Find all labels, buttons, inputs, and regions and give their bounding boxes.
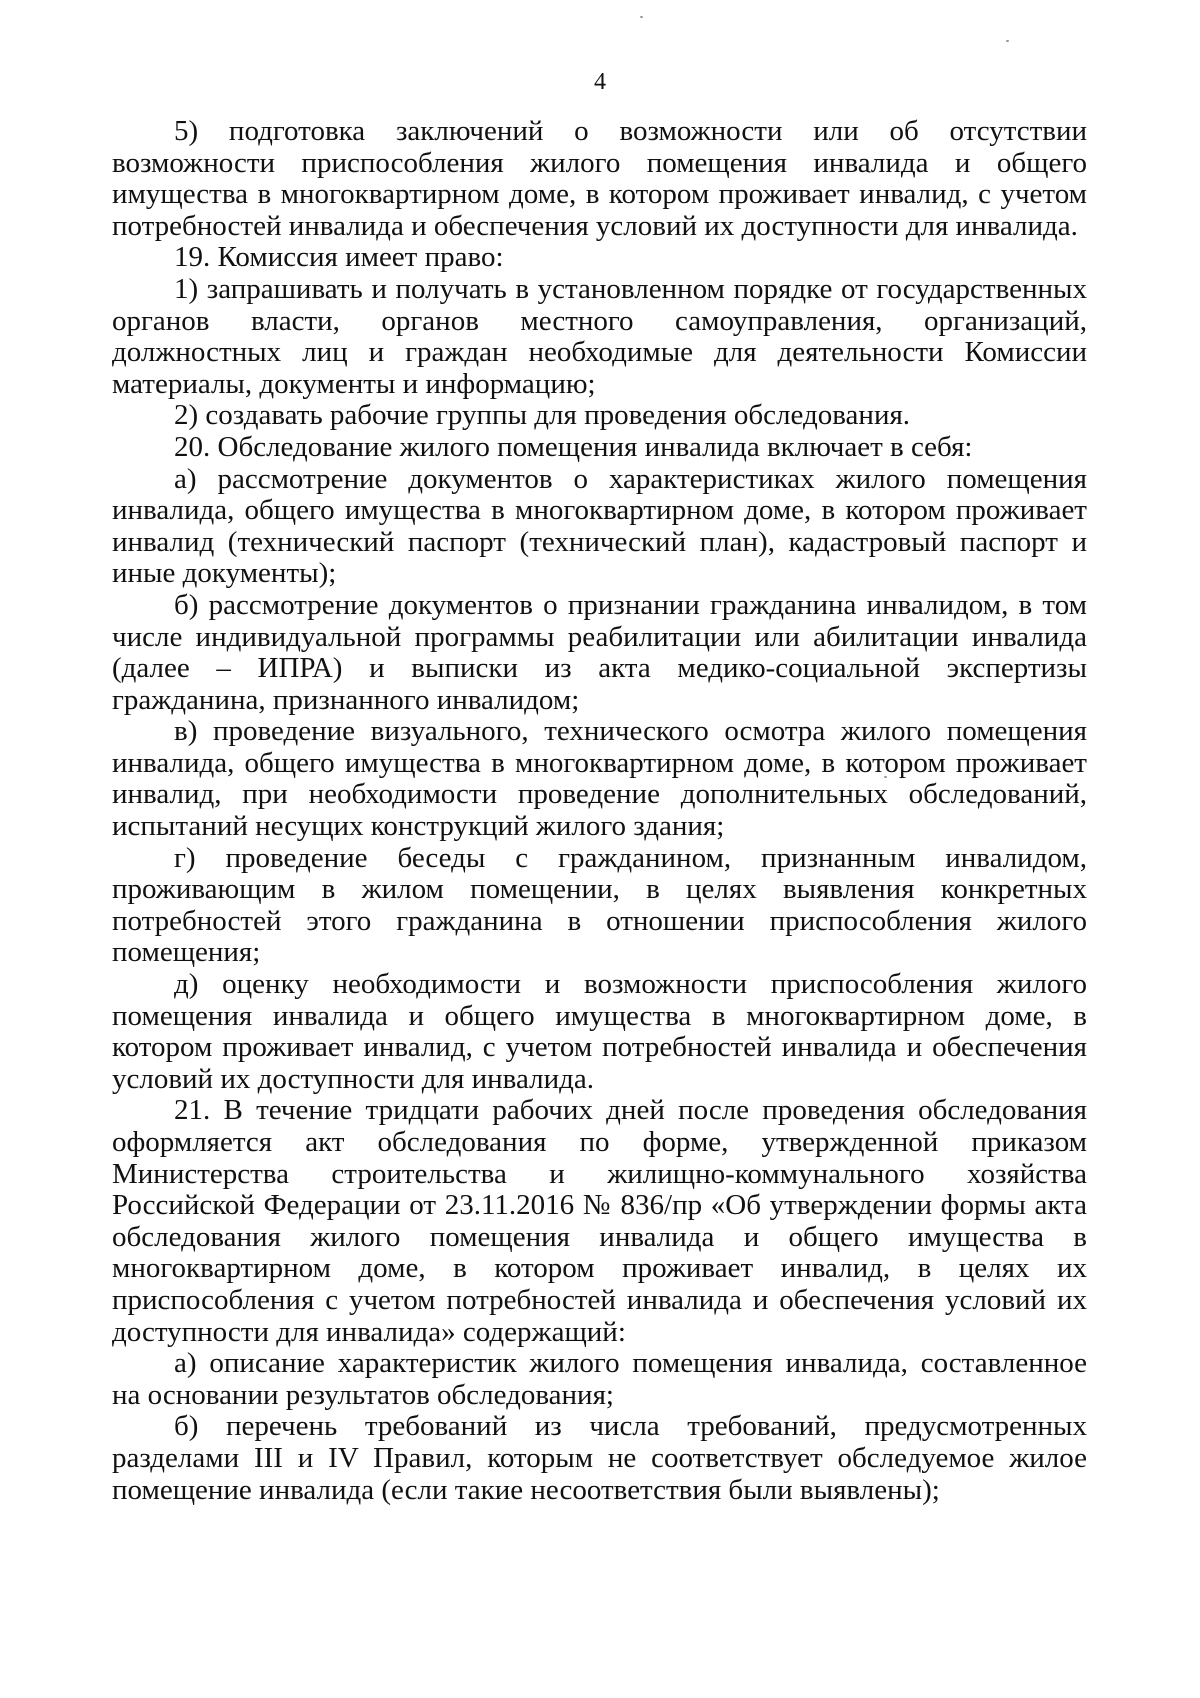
paragraph-item-a: а) рассмотрение документов о характеристиках жилого помещения инвалида, общего имущества в многоквартирном доме, в котором проживает инвалид (технический паспорт (технический план), кадастровый паспорт и иные документы); bbox=[112, 462, 1087, 590]
paragraph-clause-20: 20. Обследование жилого помещения инвалида включает в себя: bbox=[174, 430, 973, 463]
paragraph-item-1: 1) запрашивать и получать в установленном порядке от государственных органов власти, органов местного самоуправления, организаций, должностных лиц и граждан необходимые для деятельности Комиссии материалы, документы и информацию; bbox=[112, 272, 1087, 400]
scan-speck bbox=[1006, 40, 1009, 42]
paragraph-item-a-2: а) описание характеристик жилого помещения инвалида, составленное на основании результатов обследования; bbox=[112, 1347, 1087, 1411]
scan-speck bbox=[640, 16, 643, 18]
paragraph-item-2: 2) создавать рабочие группы для проведения обследования. bbox=[174, 399, 911, 432]
paragraph-item-b: б) рассмотрение документов о признании гражданина инвалидом, в том числе индивидуальной программы реабилитации или абилитации инвалида (далее – ИПРА) и выписки из акта медико-социальной экспертизы гражданина, признанного инвалидом; bbox=[112, 588, 1087, 716]
paragraph-clause-19: 19. Комиссия имеет право: bbox=[174, 241, 504, 274]
document-body bbox=[112, 116, 1087, 1506]
paragraph-item-b-2: б) перечень требований из числа требований, предусмотренных разделами III и IV Правил, которым не соответствует обследуемое жилое помещение инвалида (если такие несоответствия были выявлены); bbox=[112, 1410, 1087, 1506]
paragraph-clause-21: 21. В течение тридцати рабочих дней после проведения обследования оформляется акт обследования по форме, утвержденной приказом Министерства строительства и жилищно-коммунального хозяйства Российской Федерации от 23.11.2016 № 836/пр «Об утверждении формы акта обследования жилого помещения инвалида и общего имущества в многоквартирном доме, в котором проживает инвалид, в целях их приспособления с учетом потребностей инвалида и обеспечения условий их доступности для инвалида» содержащий: bbox=[112, 1094, 1087, 1348]
paragraph-item-v: в) проведение визуального, технического осмотра жилого помещения инвалида, общего имущества в многоквартирном доме, в котором проживает инвалид, при необходимости проведение дополнительных обследований, испытаний несущих конструкций жилого здания; bbox=[112, 715, 1087, 843]
paragraph-item-5: 5) подготовка заключений о возможности или об отсутствии возможности приспособления жилого помещения инвалида и общего имущества в многоквартирном доме, в котором проживает инвалид, с учетом потребностей инвалида и обеспечения условий их доступности для инвалида. bbox=[112, 115, 1087, 242]
paragraph-item-d: д) оценку необходимости и возможности приспособления жилого помещения инвалида и общего имущества в многоквартирном доме, в котором проживает инвалид, с учетом потребностей инвалида и обеспечения условий их доступности для инвалида. bbox=[112, 968, 1087, 1095]
page-number: 4 bbox=[594, 69, 606, 95]
paragraph-item-g: г) проведение беседы с гражданином, признанным инвалидом, проживающим в жилом помещении, в целях выявления конкретных потребностей этого гражданина в отношении приспособления жилого помещения; bbox=[112, 841, 1087, 969]
